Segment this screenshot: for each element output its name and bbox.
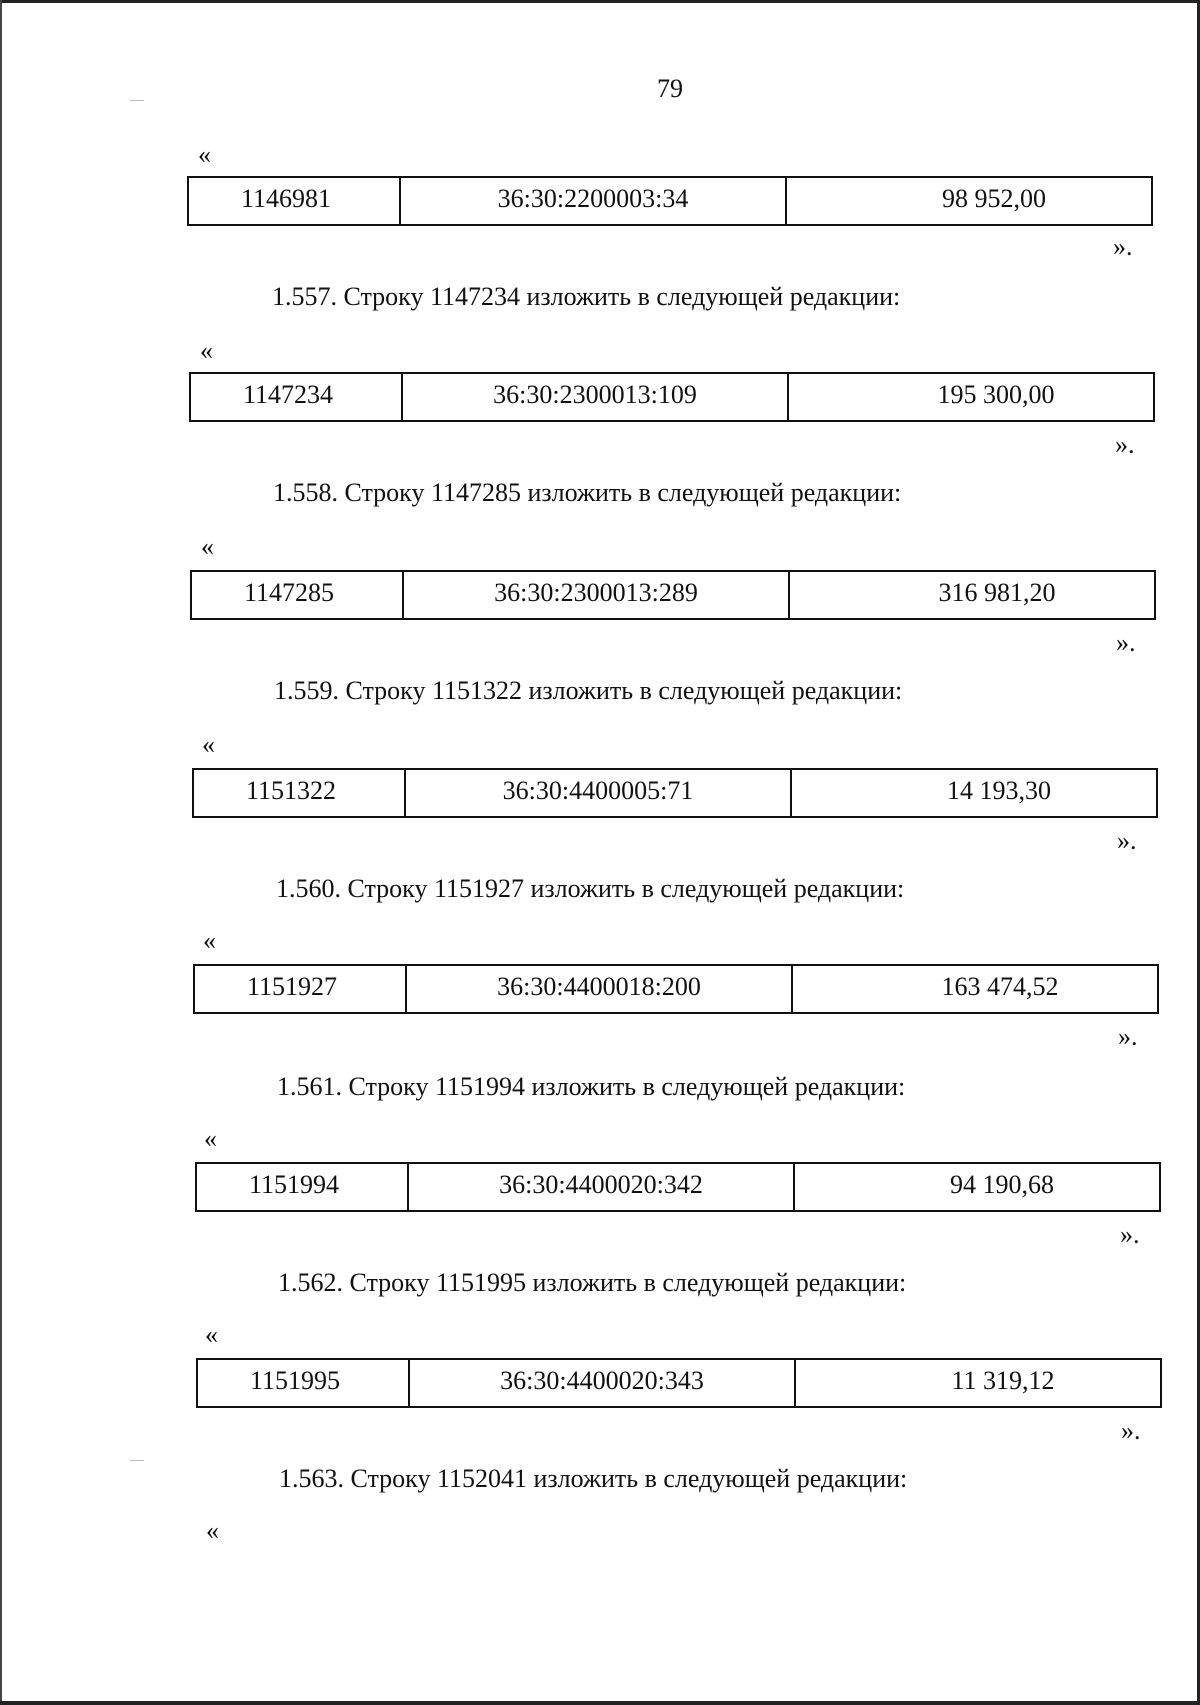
section-heading: 1.562. Строку 1151995 изложить в следующей редакции: (278, 1268, 907, 1297)
row-cadastral-cell: 36:30:4400020:342 (409, 1164, 795, 1210)
row-id-cell: 1147285 (192, 572, 404, 618)
open-quote: « (205, 1320, 218, 1349)
table-row (192, 768, 1158, 818)
scan-edge-left (0, 0, 2, 1705)
open-quote: « (203, 926, 216, 955)
row-value-cell: 14 193,30 (947, 776, 1051, 805)
section-heading: 1.558. Строку 1147285 изложить в следующей редакции: (273, 478, 902, 507)
table-row (196, 1358, 1162, 1408)
table-row (187, 176, 1153, 226)
section-heading: 1.563. Строку 1152041 изложить в следующей редакции: (279, 1464, 908, 1493)
row-cadastral-cell: 36:30:4400005:71 (406, 770, 792, 816)
row-id-cell: 1151322 (194, 770, 406, 816)
open-quote: « (200, 336, 213, 365)
close-quote: ». (1120, 1220, 1140, 1249)
close-quote: ». (1117, 826, 1137, 855)
row-cadastral-cell: 36:30:4400018:200 (407, 966, 793, 1012)
row-value-cell: 98 952,00 (942, 184, 1046, 213)
row-id-cell: 1147234 (191, 374, 403, 420)
section-heading: 1.560. Строку 1151927 изложить в следующей редакции: (276, 874, 905, 903)
row-cadastral-cell: 36:30:2200003:34 (401, 178, 787, 224)
close-quote: ». (1113, 232, 1133, 261)
row-id-cell: 1151994 (197, 1164, 409, 1210)
row-id-cell: 1151995 (198, 1360, 410, 1406)
page-number: 79 (657, 74, 683, 103)
table-row (195, 1162, 1161, 1212)
section-heading: 1.561. Строку 1151994 изложить в следующей редакции: (277, 1072, 906, 1101)
section-heading: 1.557. Строку 1147234 изложить в следующей редакции: (272, 282, 901, 311)
row-cadastral-cell: 36:30:4400020:343 (410, 1360, 796, 1406)
row-value-cell: 195 300,00 (937, 380, 1055, 409)
table-row (189, 372, 1155, 422)
row-value-cell: 11 319,12 (951, 1366, 1055, 1395)
open-quote: « (198, 140, 211, 169)
close-quote: ». (1115, 430, 1135, 459)
close-quote: ». (1116, 628, 1136, 657)
row-value-cell: 163 474,52 (941, 972, 1059, 1001)
table-row (193, 964, 1159, 1014)
row-value-cell: 316 981,20 (938, 578, 1056, 607)
row-id-cell: 1146981 (189, 178, 401, 224)
scan-edge-bottom (0, 1701, 1200, 1705)
row-cadastral-cell: 36:30:2300013:109 (403, 374, 789, 420)
row-cadastral-cell: 36:30:2300013:289 (404, 572, 790, 618)
open-quote: « (202, 730, 215, 759)
close-quote: ». (1121, 1416, 1141, 1445)
table-row (190, 570, 1156, 620)
scan-edge-top (0, 0, 1200, 3)
close-quote: ». (1118, 1022, 1138, 1051)
open-quote: « (206, 1516, 219, 1545)
row-id-cell: 1151927 (195, 966, 407, 1012)
section-heading: 1.559. Строку 1151322 изложить в следующей редакции: (274, 676, 903, 705)
row-value-cell: 94 190,68 (950, 1170, 1054, 1199)
open-quote: « (201, 532, 214, 561)
margin-mark (130, 1460, 144, 1461)
open-quote: « (204, 1124, 217, 1153)
